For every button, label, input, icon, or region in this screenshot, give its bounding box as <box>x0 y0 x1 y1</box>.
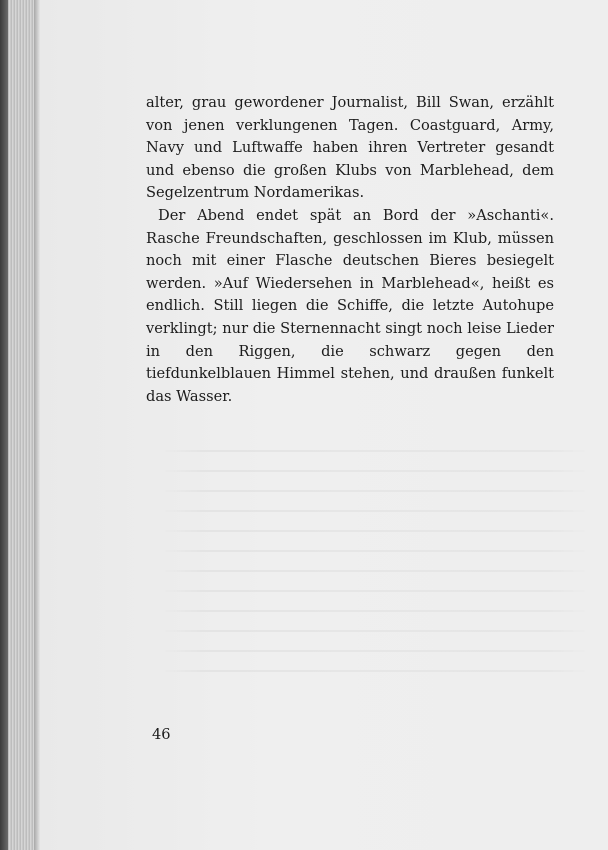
paragraph-1: alter, grau gewordener Journalist, Bill Swan, erzählt von jenen verklungenen Tagen. Coastguard, Army, Navy und Luftwaffe haben ihren Vertreter gesandt und ebenso die großen Klubs von Marblehead, dem Segelzentrum Nordamerikas. <box>146 94 554 202</box>
book-edge <box>0 0 8 850</box>
paragraph-2: Der Abend endet spät an Bord der »Aschanti«. Rasche Freundschaften, geschlossen im Klub, müssen noch mit einer Flasche deutschen Bieres besiegelt werden. »Auf Wiedersehen in Marblehead«, heißt es endlich. Still liegen die Schiffe, die letzte Autohupe verklingt; nur die Sternennacht singt noch leise Lieder in den Riggen, die schwarz gegen den tiefdunkelblauen Himmel stehen, und draußen funkelt das Wasser. <box>146 206 554 405</box>
page-number: 46 <box>152 726 171 743</box>
body-text <box>146 92 554 408</box>
page-stack-edges <box>8 0 34 850</box>
show-through-ghost <box>160 450 590 700</box>
